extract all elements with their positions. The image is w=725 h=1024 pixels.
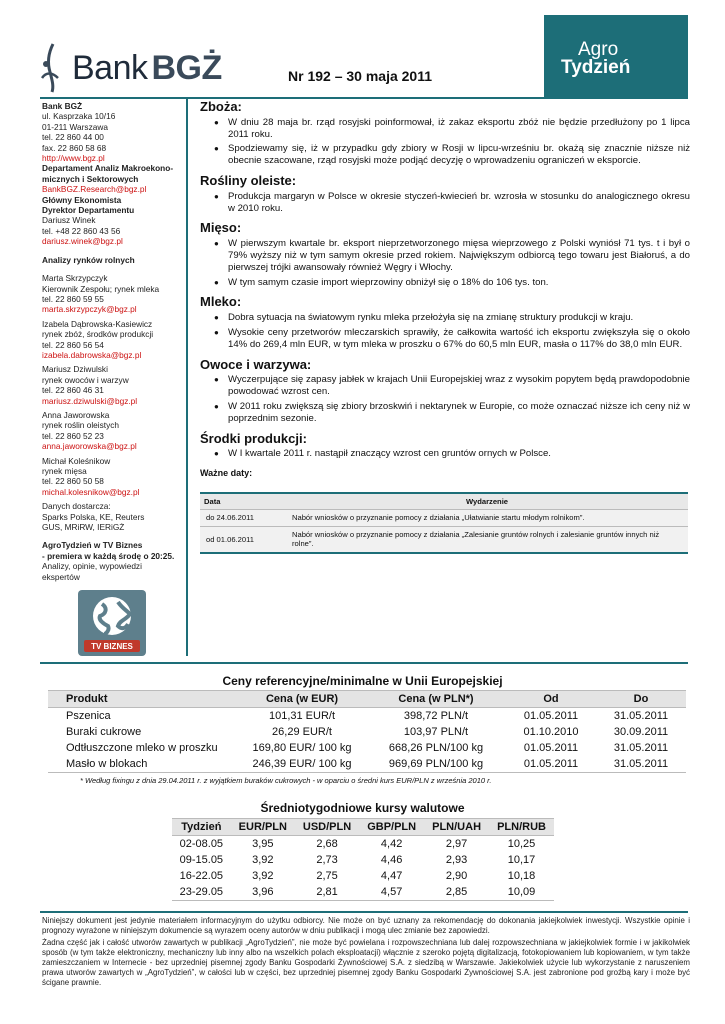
section-zboza <box>200 101 690 167</box>
rate-cell: 2,93 <box>445 854 468 866</box>
section-title: Owoce i warzywa: <box>200 356 312 372</box>
department-email[interactable]: BankBGZ.Research@bgz.pl <box>42 184 147 195</box>
analyst-email[interactable]: mariusz.dziwulski@bgz.pl <box>42 395 138 406</box>
important-dates-title: Ważne daty: <box>200 468 253 479</box>
bullet-item: ● Wyczerpujące się zapasy jabłek w krajach Unii Europejskiej wraz z wysokim popytem będą prawdopodobnie powodować wzrost cen. <box>228 374 690 398</box>
analyst-phone: tel. 22 860 52 23 <box>42 430 104 441</box>
rate-cell: 2,85 <box>424 884 489 901</box>
rate-cell: 2,75 <box>316 870 338 882</box>
analyst-name: Marta Skrzypczyk <box>42 273 108 284</box>
analyst-email[interactable]: izabela.dabrowska@bgz.pl <box>42 349 142 360</box>
price-pln-cell: 103,97 PLN/t <box>403 726 469 738</box>
suppliers-title: Danych dostarcza: <box>42 501 111 512</box>
tv-logo-text: TV BIZNES <box>91 642 133 651</box>
column-header: Data <box>200 493 286 510</box>
rate-cell: 3,95 <box>252 838 274 850</box>
agro-bold: Tydzień <box>561 57 631 78</box>
table-row <box>172 852 554 868</box>
column-header: Cena (w EUR) <box>238 691 366 708</box>
section-title: Mleko: <box>200 294 242 310</box>
rate-cell: 3,92 <box>252 854 274 866</box>
event-cell: Nabór wniosków o przyznanie pomocy z działania „Zalesianie gruntów rolnych i zalesianie gruntów innych niż rolne”. <box>286 526 688 553</box>
tv-promo-text: Analizy, opinie, wypowiedzi <box>42 561 142 572</box>
agrotydzien-badge <box>544 15 688 97</box>
analyst-role: Kierownik Zespołu; rynek mleka <box>42 283 160 294</box>
price-pln-cell: 969,69 PLN/100 kg <box>366 756 506 773</box>
table-row <box>48 724 686 740</box>
analyst-name: Michał Koleśnikow <box>42 455 111 466</box>
analyst-name: Izabela Dąbrowska-Kasiewicz <box>42 318 153 329</box>
rate-cell: 2,90 <box>445 870 468 882</box>
analyst-block <box>42 364 184 406</box>
section-title: Rośliny oleiste: <box>200 172 297 188</box>
price-eur-cell: 101,31 EUR/t <box>268 710 336 722</box>
column-header: USD/PLN <box>295 819 359 836</box>
bullet-item: ● W 2011 roku zwiększą się zbiory brzoskwiń i nektarynek w Europie, co może oznaczać niższe ich ceny niż w poprzednim sezonie. <box>228 401 690 425</box>
analyst-role: rynek mięsa <box>42 466 87 476</box>
table-row <box>48 756 686 773</box>
disclaimer-paragraph: Żadna część jak i całość utworów zawartych w publikacji „AgroTydzień”, nie może być powielana i rozpowszechniana lub dalej rozpowszechniana w jakiejkolwiek formie i w jakikolwiek sposób (w tym także elektroniczny, mechaniczny lub inny albo na wszelkich polach eksploatacji) włącznie z szeroko pojętą digitalizacją, fotokopiowaniem lub kopiowaniem, w tym także zamieszczaniem w Internecie - bez uprzedniej pisemnej zgody Banku Gospodarki Żywnościowej S.A. z siedzibą w Warszawie. Jakiekolwiek użycie lub wykorzystanie z naruszeniem prawa utworów zawartych w „AgroTydzień”, w całości lub w części, bez uprzedniej pisemnej zgody Banku Gospodarki Żywnościowej S.A. jest zabronione pod groźbą kary i może być ścigane prawnie. <box>42 938 690 987</box>
rate-cell: 2,97 <box>445 838 468 850</box>
department-name: micznych i Sektorowych <box>42 173 139 184</box>
table-row <box>48 708 686 725</box>
table-row <box>48 740 686 756</box>
prices-title: Ceny referencyjne/minimalne w Unii Europejskiej <box>222 674 503 688</box>
rate-cell: 4,46 <box>380 854 403 866</box>
event-cell: Nabór wniosków o przyznanie pomocy z działania „Ułatwianie startu młodym rolnikom”. <box>286 510 688 527</box>
column-header: Od <box>506 691 596 708</box>
chief-title: Dyrektor Departamentu <box>42 205 135 216</box>
price-eur-cell: 26,29 EUR/t <box>272 726 332 738</box>
address-line: ul. Kasprzaka 10/16 <box>42 111 116 122</box>
analyst-email[interactable]: anna.jaworowska@bgz.pl <box>42 441 137 452</box>
column-header: PLN/RUB <box>489 819 554 836</box>
product-cell: Masło w blokach <box>48 756 238 773</box>
chief-title: Główny Ekonomista <box>42 194 122 205</box>
chief-phone: tel. +48 22 860 43 56 <box>42 225 121 236</box>
tv-promo-title: AgroTydzień w TV Biznes <box>42 540 143 551</box>
prices-table <box>48 690 686 773</box>
date-to-cell: 31.05.2011 <box>613 742 669 754</box>
price-eur-cell: 169,80 EUR/ 100 kg <box>252 742 352 754</box>
table-row <box>200 526 688 553</box>
tv-biznes-logo <box>78 590 146 656</box>
rate-cell: 3,96 <box>231 884 295 901</box>
sidebar-divider <box>186 99 188 656</box>
analyst-block <box>42 319 184 361</box>
bullet-item: ● Produkcja margaryn w Polsce w okresie styczeń-kwiecień br. wzrosła w stosunku do analogicznego okresu w 2010 roku. <box>228 191 690 215</box>
disclaimer-paragraph: Niniejszy dokument jest jedynie materiałem informacyjnym do użytku odbiorcy. Nie może on być uznany za rekomendację do dokonania jakiejkolwiek inwestycji. Wszystkie opinie i prognozy wyrażone w niniejszym dokumencie są wyrazem oceny autorów w dniu publikacji i mogą ulec zmianie bez zapowiedzi. <box>42 916 690 935</box>
product-cell: Buraki cukrowe <box>66 726 142 738</box>
week-cell: 09-15.05 <box>179 854 224 866</box>
analyst-phone: tel. 22 860 59 55 <box>42 293 104 304</box>
date-from-cell: 01.10.2010 <box>523 726 579 738</box>
column-header: Produkt <box>48 691 238 708</box>
table-row <box>172 884 554 901</box>
analyst-phone: tel. 22 860 50 58 <box>42 476 104 487</box>
rate-cell: 2,81 <box>295 884 359 901</box>
date-to-cell: 31.05.2011 <box>596 756 686 773</box>
rate-cell: 10,18 <box>507 870 536 882</box>
bullet-item: ● W pierwszym kwartale br. eksport nieprzetworzonego mięsa wieprzowego z Polski wyniósł 71 tys. t i był o 79% wyższy niż w tym samym okresie przed rokiem. Największym odbiorcą tego towaru jest Białoruś, a do pierwszej trójki awansowały również Węgry i Włochy. <box>228 238 690 273</box>
table-row <box>200 510 688 527</box>
issue-number: Nr 192 – 30 maja 2011 <box>288 68 433 84</box>
main-content <box>200 101 690 554</box>
column-header: Wydarzenie <box>286 493 688 510</box>
date-cell: do 24.06.2011 <box>200 510 286 527</box>
suppliers: Sparks Polska, KE, Reuters <box>42 511 145 522</box>
bullet-item: ● W dniu 28 maja br. rząd rosyjski poinformował, iż zakaz eksportu zbóż nie będzie przedłużony po 1 lipca 2011 roku. <box>228 117 690 141</box>
price-pln-cell: 398,72 PLN/t <box>403 710 469 722</box>
section-title: Środki produkcji: <box>200 430 307 446</box>
week-cell: 23-29.05 <box>172 884 231 901</box>
analyst-email[interactable]: marta.skrzypczyk@bgz.pl <box>42 304 137 315</box>
middle-divider <box>40 662 688 664</box>
section-mleko <box>200 296 690 350</box>
analyst-email[interactable]: michal.kolesnikow@bgz.pl <box>42 486 140 497</box>
suppliers: GUS, MRiRW, IERiGŻ <box>42 522 125 533</box>
bullet-item: ● W I kwartale 2011 r. nastąpił znaczący wzrost cen gruntów ornych w Polsce. <box>228 448 690 460</box>
analyst-block <box>42 273 184 315</box>
column-header: Tydzień <box>172 819 231 836</box>
logo-text: Bank <box>72 48 148 87</box>
section-srodki-produkcji <box>200 430 690 461</box>
bullet-item: ● Spodziewamy się, iż w przypadku gdy zbiory w Rosji w lipcu-wrześniu br. okażą się znacznie niższe niż obecnie szacowane, rząd rosyjski może podjąć decyzję o wprowadzeniu ograniczeń w eksporcie. <box>228 143 690 167</box>
exchange-rates-table <box>172 818 554 901</box>
product-cell: Pszenica <box>66 710 111 722</box>
section-mieso <box>200 222 690 288</box>
date-cell: od 01.06.2011 <box>200 526 286 553</box>
chief-email[interactable]: dariusz.winek@bgz.pl <box>42 236 123 247</box>
rate-cell: 10,17 <box>507 854 536 866</box>
date-from-cell: 01.05.2011 <box>506 756 596 773</box>
bottom-divider <box>40 911 688 913</box>
product-cell: Odtłuszczone mleko w proszku <box>66 742 218 754</box>
agro-prefix: Agro <box>578 39 619 60</box>
column-header: Do <box>596 691 686 708</box>
important-dates-table <box>200 492 688 554</box>
disclaimer <box>42 916 690 990</box>
bank-logo <box>40 42 230 94</box>
column-header: PLN/UAH <box>424 819 489 836</box>
analysts-title: Analizy rynków rolnych <box>42 254 135 265</box>
section-title: Zboża: <box>200 99 242 114</box>
rates-title: Średniotygodniowe kursy walutowe <box>260 801 465 815</box>
column-header: GBP/PLN <box>359 819 424 836</box>
bank-logo-icon <box>40 42 66 94</box>
price-pln-cell: 668,26 PLN/100 kg <box>388 742 484 754</box>
table-row <box>172 868 554 884</box>
rate-cell: 4,47 <box>380 870 403 882</box>
week-cell: 02-08.05 <box>179 838 224 850</box>
column-header: EUR/PLN <box>231 819 295 836</box>
rate-cell: 2,68 <box>316 838 338 850</box>
date-to-cell: 30.09.2011 <box>613 726 669 738</box>
rate-cell: 4,42 <box>380 838 403 850</box>
bullet-item: ● Dobra sytuacja na światowym rynku mleka przełożyła się na zmianę struktury produkcji w kraju. <box>228 312 690 324</box>
week-cell: 16-22.05 <box>179 870 224 882</box>
analyst-phone: tel. 22 860 56 54 <box>42 339 104 350</box>
tv-promo-schedule: - premiera w każdą środę o 20:25. <box>42 550 175 561</box>
website-link[interactable]: http://www.bgz.pl <box>42 153 105 164</box>
prices-footnote: * Według fixingu z dnia 29.04.2011 r. z wyjątkiem buraków cukrowych - w oparciu o średni kurs EUR/PLN z września 2010 r. <box>80 776 492 785</box>
tv-promo-text: ekspertów <box>42 571 80 582</box>
fax: fax. 22 860 58 68 <box>42 142 107 153</box>
date-from-cell: 01.05.2011 <box>523 710 579 722</box>
address-line: 01-211 Warszawa <box>42 121 108 132</box>
rate-cell: 10,25 <box>507 838 536 850</box>
analyst-name: Mariusz Dziwulski <box>42 364 108 375</box>
price-eur-cell: 246,39 EUR/ 100 kg <box>238 756 366 773</box>
phone: tel. 22 860 44 00 <box>42 132 104 143</box>
bullet-item: ● W tym samym czasie import wieprzowiny obniżył się o 18% do 106 tys. ton. <box>228 277 690 289</box>
analyst-role: rynek zbóż, środków produkcji <box>42 329 154 340</box>
rate-cell: 2,73 <box>316 854 338 866</box>
date-from-cell: 01.05.2011 <box>523 742 579 754</box>
section-owoce-warzywa <box>200 356 690 425</box>
section-title: Mięso: <box>200 220 242 236</box>
bullet-item: ● Wysokie ceny przetworów mleczarskich sprawiły, że całkowita wartość ich eksportu zwiększyła się o około 14% do 269,4 mln EUR, w tym mleka w proszku o 67% do 60,5 mln EUR, masła o 117% do 38,0 mln EUR. <box>228 327 690 351</box>
analyst-name: Anna Jaworowska <box>42 409 110 420</box>
sidebar <box>42 101 184 582</box>
column-header: Cena (w PLN*) <box>366 691 506 708</box>
analyst-block <box>42 456 184 498</box>
top-divider <box>40 97 688 99</box>
analyst-role: rynek roślin oleistych <box>42 420 120 431</box>
rate-cell: 4,57 <box>359 884 424 901</box>
logo-bgz: BGŻ <box>151 48 222 87</box>
analyst-phone: tel. 22 860 46 31 <box>42 385 104 396</box>
rate-cell: 10,09 <box>489 884 554 901</box>
analyst-block <box>42 410 184 452</box>
table-row <box>172 836 554 853</box>
analyst-role: rynek owoców i warzyw <box>42 374 129 385</box>
chief-name: Dariusz Winek <box>42 215 96 226</box>
company-name: Bank BGŻ <box>42 101 83 111</box>
date-to-cell: 31.05.2011 <box>613 710 669 722</box>
section-rosliny-oleiste <box>200 172 690 214</box>
rate-cell: 3,92 <box>252 870 274 882</box>
department-name: Departament Analiz Makroekono- <box>42 163 174 174</box>
